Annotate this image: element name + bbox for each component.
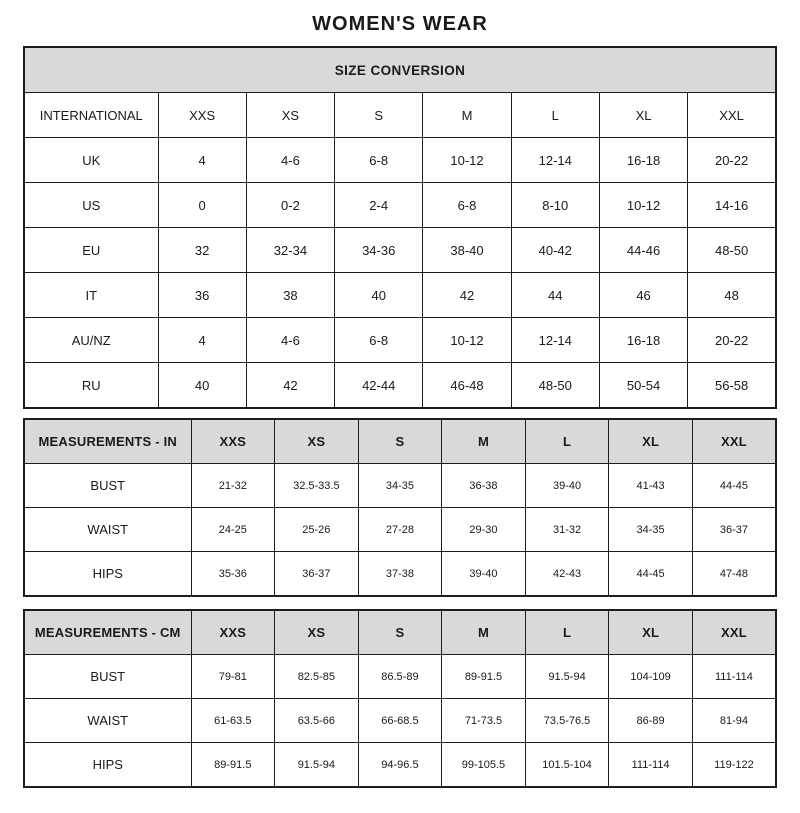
table-row <box>24 743 776 788</box>
measure-cell: 91.5-94 <box>525 655 609 699</box>
size-cell: 32 <box>158 228 246 273</box>
size-col-header: M <box>442 419 526 464</box>
size-cell: 38-40 <box>423 228 511 273</box>
size-cell: 56-58 <box>688 363 776 409</box>
measure-cell: 47-48 <box>692 552 776 597</box>
size-col-header: XL <box>609 419 693 464</box>
size-cell: 42-44 <box>335 363 423 409</box>
size-cell: 48-50 <box>511 363 599 409</box>
measure-cell: 36-37 <box>275 552 359 597</box>
size-conversion-header: SIZE CONVERSION <box>24 47 776 93</box>
size-cell: 46-48 <box>423 363 511 409</box>
table-row <box>24 508 776 552</box>
region-label: AU/NZ <box>24 318 158 363</box>
size-cell: 50-54 <box>599 363 687 409</box>
size-cell: 10-12 <box>599 183 687 228</box>
measure-cell: 29-30 <box>442 508 526 552</box>
table-row <box>24 363 776 409</box>
measure-cell: 111-114 <box>692 655 776 699</box>
size-col-header: XXS <box>191 610 275 655</box>
size-cell: 40 <box>335 273 423 318</box>
size-col-header: L <box>525 419 609 464</box>
measure-cell: 24-25 <box>191 508 275 552</box>
size-col-header: XXS <box>191 419 275 464</box>
table-row <box>24 318 776 363</box>
measure-cell: 36-37 <box>692 508 776 552</box>
region-label: RU <box>24 363 158 409</box>
size-cell: 32-34 <box>246 228 334 273</box>
size-col-header: XXL <box>692 419 776 464</box>
measure-cell: 91.5-94 <box>275 743 359 788</box>
measure-cell: 81-94 <box>692 699 776 743</box>
size-col-header: L <box>525 610 609 655</box>
measure-cell: 86.5-89 <box>358 655 442 699</box>
measure-cell: 27-28 <box>358 508 442 552</box>
measure-cell: 119-122 <box>692 743 776 788</box>
size-cell: 10-12 <box>423 318 511 363</box>
size-cell: 48 <box>688 273 776 318</box>
size-col-header: S <box>358 419 442 464</box>
measure-cell: 42-43 <box>525 552 609 597</box>
size-cell: 36 <box>158 273 246 318</box>
measure-cell: 25-26 <box>275 508 359 552</box>
measure-cell: 101.5-104 <box>525 743 609 788</box>
measure-cell: 32.5-33.5 <box>275 464 359 508</box>
size-cell: 14-16 <box>688 183 776 228</box>
size-col-header: XXL <box>692 610 776 655</box>
measure-cell: 34-35 <box>609 508 693 552</box>
size-cell: 4-6 <box>246 318 334 363</box>
size-cell: 0-2 <box>246 183 334 228</box>
measure-cell: 39-40 <box>525 464 609 508</box>
size-cell: 40-42 <box>511 228 599 273</box>
measurements-in-table <box>23 418 777 597</box>
size-cell: 20-22 <box>688 138 776 183</box>
measurements-in-header: MEASUREMENTS - IN <box>24 419 191 464</box>
size-col-header: M <box>442 610 526 655</box>
measure-cell: 36-38 <box>442 464 526 508</box>
size-cell: 40 <box>158 363 246 409</box>
measure-cell: 82.5-85 <box>275 655 359 699</box>
size-cell: 48-50 <box>688 228 776 273</box>
measure-cell: 79-81 <box>191 655 275 699</box>
measure-label: HIPS <box>24 743 191 788</box>
size-col-header: S <box>358 610 442 655</box>
size-cell: 44 <box>511 273 599 318</box>
table-row <box>24 183 776 228</box>
size-chart-page <box>23 13 777 788</box>
measure-cell: 31-32 <box>525 508 609 552</box>
size-cell: 12-14 <box>511 138 599 183</box>
size-cell: 4 <box>158 318 246 363</box>
measure-cell: 89-91.5 <box>442 655 526 699</box>
size-cell: 12-14 <box>511 318 599 363</box>
measure-cell: 44-45 <box>692 464 776 508</box>
size-cell: 6-8 <box>335 138 423 183</box>
size-col-header: S <box>335 93 423 138</box>
table-row <box>24 464 776 508</box>
measure-cell: 44-45 <box>609 552 693 597</box>
size-col-header: M <box>423 93 511 138</box>
measure-cell: 99-105.5 <box>442 743 526 788</box>
table-row <box>24 655 776 699</box>
size-cell: 46 <box>599 273 687 318</box>
measure-cell: 37-38 <box>358 552 442 597</box>
size-cell: 4 <box>158 138 246 183</box>
table-row <box>24 610 776 655</box>
size-cell: 34-36 <box>335 228 423 273</box>
size-cell: 16-18 <box>599 318 687 363</box>
size-cell: 42 <box>423 273 511 318</box>
region-label: IT <box>24 273 158 318</box>
measure-cell: 86-89 <box>609 699 693 743</box>
measure-cell: 39-40 <box>442 552 526 597</box>
measure-cell: 71-73.5 <box>442 699 526 743</box>
size-cell: 16-18 <box>599 138 687 183</box>
size-col-header: XS <box>275 610 359 655</box>
region-label: EU <box>24 228 158 273</box>
measure-cell: 111-114 <box>609 743 693 788</box>
size-col-header: XS <box>275 419 359 464</box>
table-row <box>24 699 776 743</box>
measure-cell: 89-91.5 <box>191 743 275 788</box>
table-row <box>24 93 776 138</box>
table-row <box>24 273 776 318</box>
measure-label: WAIST <box>24 508 191 552</box>
corner-label: INTERNATIONAL <box>24 93 158 138</box>
measure-cell: 94-96.5 <box>358 743 442 788</box>
size-col-header: XL <box>609 610 693 655</box>
table-row <box>24 419 776 464</box>
size-cell: 44-46 <box>599 228 687 273</box>
size-cell: 10-12 <box>423 138 511 183</box>
size-cell: 42 <box>246 363 334 409</box>
measurements-cm-header: MEASUREMENTS - CM <box>24 610 191 655</box>
table-row <box>24 228 776 273</box>
measure-cell: 61-63.5 <box>191 699 275 743</box>
size-cell: 8-10 <box>511 183 599 228</box>
size-cell: 38 <box>246 273 334 318</box>
region-label: US <box>24 183 158 228</box>
measure-label: BUST <box>24 655 191 699</box>
measure-label: WAIST <box>24 699 191 743</box>
size-cell: 6-8 <box>335 318 423 363</box>
size-col-header: XL <box>599 93 687 138</box>
measure-cell: 21-32 <box>191 464 275 508</box>
size-cell: 4-6 <box>246 138 334 183</box>
measure-cell: 41-43 <box>609 464 693 508</box>
size-conversion-table <box>23 46 777 409</box>
size-cell: 6-8 <box>423 183 511 228</box>
size-col-header: XS <box>246 93 334 138</box>
size-cell: 0 <box>158 183 246 228</box>
region-label: UK <box>24 138 158 183</box>
size-col-header: XXS <box>158 93 246 138</box>
measure-cell: 34-35 <box>358 464 442 508</box>
measure-cell: 63.5-66 <box>275 699 359 743</box>
measurements-cm-table <box>23 609 777 788</box>
table-row <box>24 138 776 183</box>
size-col-header: XXL <box>688 93 776 138</box>
measure-cell: 66-68.5 <box>358 699 442 743</box>
measure-label: HIPS <box>24 552 191 597</box>
size-col-header: L <box>511 93 599 138</box>
measure-cell: 35-36 <box>191 552 275 597</box>
table-row <box>24 552 776 597</box>
size-cell: 2-4 <box>335 183 423 228</box>
measure-cell: 73.5-76.5 <box>525 699 609 743</box>
page-title: WOMEN'S WEAR <box>312 13 488 35</box>
size-cell: 20-22 <box>688 318 776 363</box>
measure-cell: 104-109 <box>609 655 693 699</box>
measure-label: BUST <box>24 464 191 508</box>
